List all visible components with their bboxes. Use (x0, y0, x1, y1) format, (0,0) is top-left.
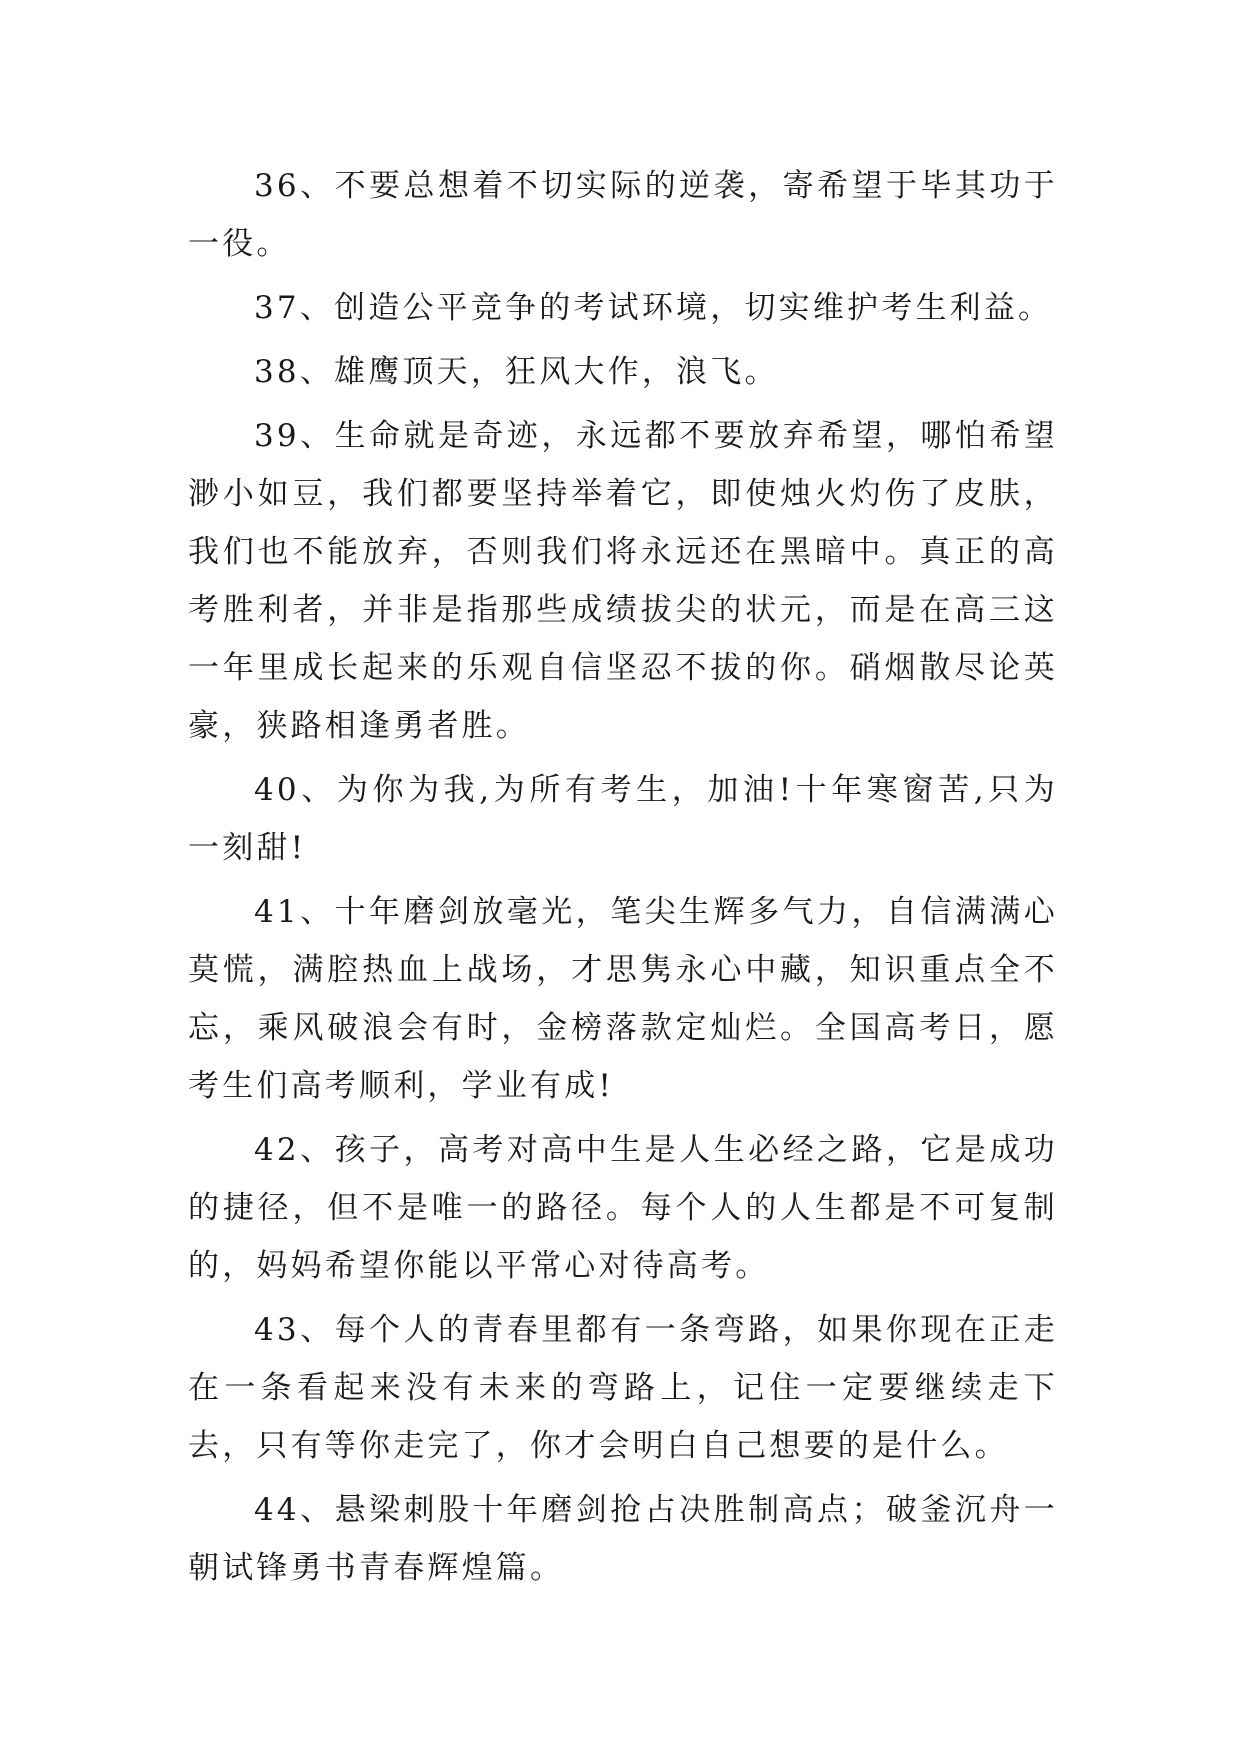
paragraph-43: 43、每个人的青春里都有一条弯路，如果你现在正走在一条看起来没有未来的弯路上，记住一定要继续走下去，只有等你走完了，你才会明白自己想要的是什么。 (188, 1312, 1058, 1464)
paragraph-44: 44、悬梁刺股十年磨剑抢占决胜制高点；破釜沉舟一朝试锋勇书青春辉煌篇。 (188, 1492, 1058, 1586)
paragraph-38: 38、雄鹰顶天，狂风大作，浪飞。 (254, 354, 779, 390)
document-body (188, 157, 1058, 1603)
paragraph-40: 40、为你为我,为所有考生，加油!十年寒窗苦,只为一刻甜! (188, 772, 1058, 866)
paragraph-37: 37、创造公平竞争的考试环境，切实维护考生利益。 (254, 290, 1053, 326)
paragraph-41: 41、十年磨剑放毫光，笔尖生辉多气力，自信满满心莫慌，满腔热血上战场，才思隽永心中藏，知识重点全不忘，乘风破浪会有时，金榜落款定灿烂。全国高考日，愿考生们高考顺利，学业有成! (188, 894, 1058, 1104)
paragraph-42: 42、孩子，高考对高中生是人生必经之路，它是成功的捷径，但不是唯一的路径。每个人的人生都是不可复制的，妈妈希望你能以平常心对待高考。 (188, 1132, 1058, 1284)
paragraph-36: 36、不要总想着不切实际的逆袭，寄希望于毕其功于一役。 (188, 168, 1058, 262)
paragraph-39: 39、生命就是奇迹，永远都不要放弃希望，哪怕希望渺小如豆，我们都要坚持举着它，即使烛火灼伤了皮肤，我们也不能放弃，否则我们将永远还在黑暗中。真正的高考胜利者，并非是指那些成绩拔尖的状元，而是在高三这一年里成长起来的乐观自信坚忍不拔的你。硝烟散尽论英豪，狭路相逢勇者胜。 (188, 418, 1058, 744)
